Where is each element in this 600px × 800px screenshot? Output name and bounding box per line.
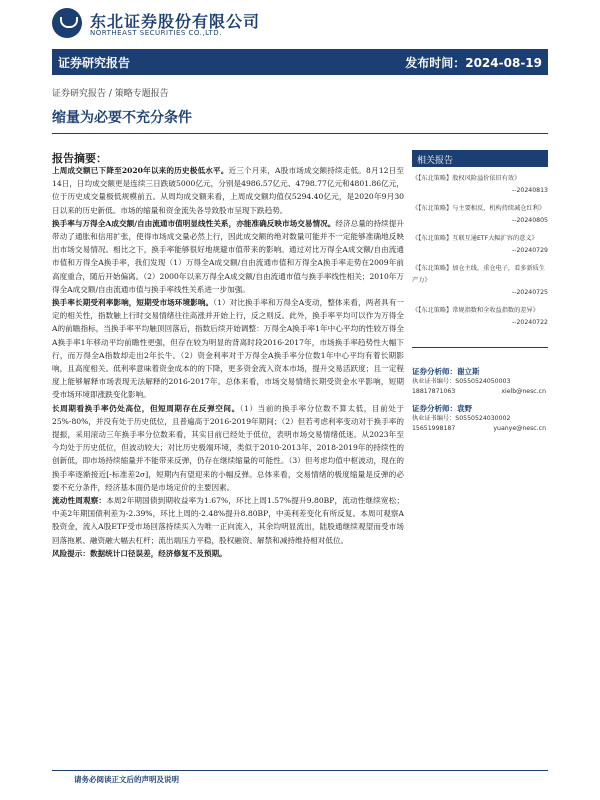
summary-paragraph: 上周成交额已下降至2020年以来的历史极低水平。近三个月来，A股市场成交额持续走低。8月12日至14日，日均成交额更是连续三日跌破5000亿元，分别是4986.57亿元、4798.77亿元和4801.86亿元，位于历史成交量极低规模前五。从周均成交额来看，上周成交额均值仅5294.40亿元，是2020年9月30日以来的历史新低。市场的缩量和资金流失各导致股市呈现下跌趋势。 bbox=[52, 166, 404, 215]
publish-date: 发布时间：2024-08-19 bbox=[405, 56, 542, 70]
related-reports-list bbox=[412, 173, 548, 329]
related-report-item[interactable]: 《【东北策略】常规指数和全收益指数的差异》 --20240722 bbox=[412, 307, 548, 326]
related-report-item[interactable]: 《【东北策略】与主要相反，机构持续减仓红利》 --20240805 bbox=[412, 205, 548, 224]
title-divider bbox=[52, 133, 548, 134]
related-report-item[interactable]: 《【东北策略】加仓主线，重仓电子，看多新质生产力》 --20240725 bbox=[412, 265, 548, 296]
sidebar bbox=[412, 150, 548, 434]
analyst-contacts bbox=[412, 387, 548, 397]
report-type-label: 证券研究报告 bbox=[58, 56, 131, 70]
summary-paragraph: 换手率长期受利率影响，短期受市场环境影响。（1）对比换手率和万得全A变动，整体来看，两者具有一定的相关性，指数触上行时交易情绪往往高涨并开始上行，反之则反。此外，换手率平均可以作为万得全A的前瞻指标，当换手率平均触顶回落后，指数后续开始调整：万得全A换手率1年中心平均的性较万得全A换手率1年移动平均前瞻性更强，但存在较为明显的背离时段2016-2017年，市场换手率趋势性大幅下行，而万得全A指数却走出2年长牛。（2）资金利率对于万得全A换手率分位数1年中心平均有着长期影响，且高度相关。低利率意味着资金成本的的下降，更多资金流入资本市场，提升交易活跃度；且一定程度上能够解释市场表现无法解释的2016-2017年。总体来看，市场交易情绪长期受资金水平影响，短期受市场环境即涨跌变化影响。 bbox=[52, 298, 404, 400]
analyst-block bbox=[412, 366, 548, 434]
risk-paragraph: 风险提示：数据统计口径误差，经济修复不及预期。 bbox=[52, 548, 227, 558]
analyst-name: 证券分析师：袁野 bbox=[412, 404, 472, 413]
summary-heading: 报告摘要： bbox=[52, 152, 107, 165]
page-title: 缩量为必要不充分条件 bbox=[52, 110, 192, 126]
related-report-item[interactable]: 《【东北策略】互联互通ETF大幅扩容的意义》 --20240729 bbox=[412, 235, 548, 254]
summary-paragraph: 长周期看换手率仍处高位，但短周期存在反弹空间。（1）当前的换手率分位数不算太低，目前处于25%-80%，并没有处于历史低位，且普遍高于2016-2019年期间；（2）但若考虑利率变动对于换手率的提振，采用滚动三年换手率分位数来看，其实目前已经处于低位，表明市场交易情绪低迷。从2023年至今均处于历史低位，但波动较大；对比历史极端环境，类似于2010-2013年、2018-2019年的持续性的创新低，即市场持续缩量并不能带来反弹，仍存在继续缩量的可能性。（3）但考虑均值中枢波动，现在的换手率逐渐接近[-标准差2σ]，短期内有望迎来的小幅反弹。总体来看，交易情绪的极度缩量是反弹的必要不充分条件，经济基本面仍是市场定价的主要因素。 bbox=[52, 403, 405, 492]
analyst-phone: 18817871063 bbox=[412, 388, 456, 395]
sidebar-divider bbox=[412, 347, 548, 348]
summary-paragraph: 换手率与万得全A成交额/自由流通市值明显线性关系，亦能准确反映市场交易情况。经济总量的持续提升带动了通胀和信用扩张，使得市场成交量必然上行，因此成交额的绝对数量可能并不一定能够准确地反映出市场交易情况。相比之下，换手率能够很好地规避市值带来的影响。通过对比万得全A成交额/自由流通市值和万得全A换手率，我们发现（1）万得全A成交额/自由流通市值和万得全A换手率走势在2009年前高度重合，随后开始偏离。（2）2000年以来万得全A成交额/自由流通市值与换手率线性相关；2010年万得全A成交额/自由流通市值与换手率线性关系进一步加强。 bbox=[52, 218, 404, 294]
company-name-en: NORTHEAST SECURITIES CO.,LTD. bbox=[90, 29, 222, 37]
company-name-cn: 东北证券股份有限公司 bbox=[90, 12, 261, 31]
analyst-email[interactable]: yuanye@nesc.cn bbox=[493, 425, 546, 432]
breadcrumb: 证券研究报告 / 策略专题报告 bbox=[52, 89, 169, 99]
header-banner bbox=[52, 49, 548, 75]
footer-divider bbox=[52, 770, 548, 771]
analyst-phone: 15651998187 bbox=[412, 425, 456, 432]
footer-disclaimer: 请务必阅读正文后的声明及说明 bbox=[74, 775, 179, 784]
analyst-license: 执业证书编号：S0550524050003 bbox=[412, 378, 511, 385]
summary-body bbox=[52, 164, 404, 560]
analyst-contacts bbox=[412, 424, 548, 434]
summary-paragraph: 流动性周观察：本周2年期国债到期收益率为1.67%，环比上周1.57%提升9.80BP，流动性继续宽松；中美2年期国债利差为-2.39%，环比上周的-2.48%提升8.80BP，中美利差变化有所反复。本周可观察A股资金，流入A股ETF受市场回落持续买入为唯一正向流入，其余均明显流出，陆股通继续观望而受市场回落拖累、融资融大幅去杠杆；流出端压力平稳，股权融资、解禁和减持维持相对低位。 bbox=[52, 496, 404, 545]
analyst-license: 执业证书编号：S0550524030002 bbox=[412, 415, 511, 422]
related-report-item[interactable]: 《【东北策略】股权风险溢价依旧有效》 --20240813 bbox=[412, 175, 548, 194]
company-logo bbox=[52, 8, 292, 40]
analyst-name: 证券分析师：谢立斯 bbox=[412, 367, 480, 376]
logo-emblem-icon bbox=[52, 8, 82, 38]
related-reports-heading: 相关报告 bbox=[412, 150, 548, 167]
analyst-email[interactable]: xielb@nesc.cn bbox=[501, 388, 546, 395]
